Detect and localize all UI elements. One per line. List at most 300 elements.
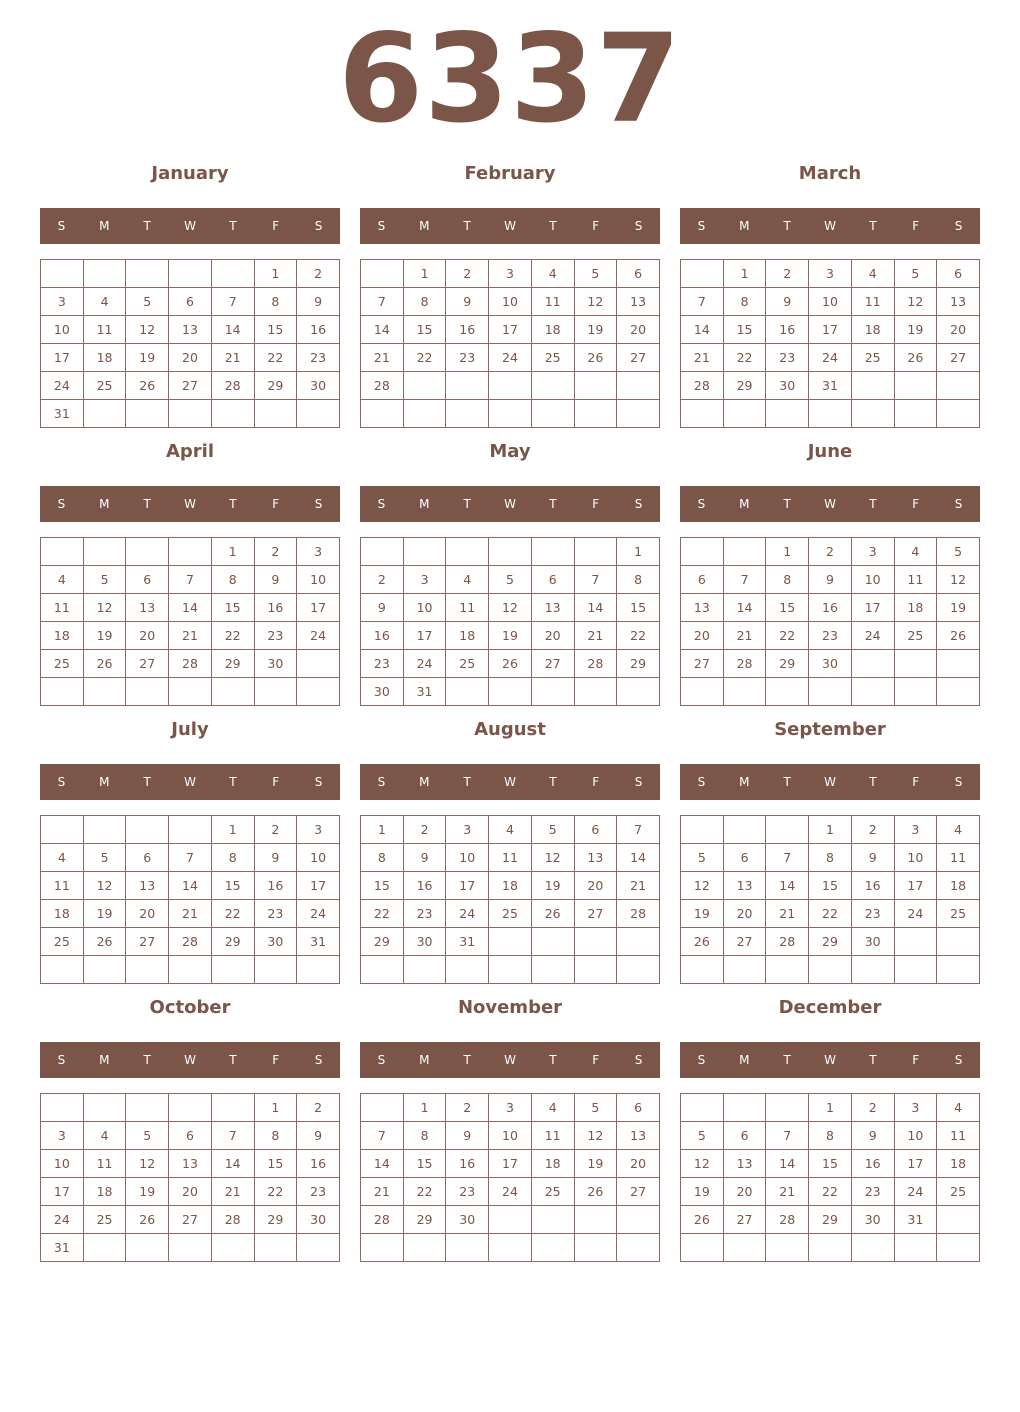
day-cell: 30 [403, 928, 446, 956]
day-cell: 6 [169, 288, 212, 316]
day-cell: 28 [723, 650, 766, 678]
day-cell: 7 [681, 288, 724, 316]
day-cell: 11 [531, 288, 574, 316]
empty-cell [937, 678, 980, 706]
weekday-label: T [143, 497, 151, 511]
day-cell: 24 [297, 900, 340, 928]
weekday-label: T [869, 497, 877, 511]
day-cell: 14 [617, 844, 660, 872]
day-cell: 20 [126, 622, 169, 650]
day-cell: 31 [41, 1234, 84, 1262]
day-cell: 4 [41, 566, 84, 594]
day-cell: 21 [723, 622, 766, 650]
empty-cell [937, 956, 980, 984]
day-cell: 14 [723, 594, 766, 622]
day-cell: 2 [766, 260, 809, 288]
day-cell: 21 [211, 1178, 254, 1206]
day-cell: 25 [83, 1206, 126, 1234]
day-cell: 10 [809, 288, 852, 316]
weekday-label: S [377, 1053, 386, 1067]
week-row [41, 1122, 340, 1150]
empty-cell [126, 538, 169, 566]
day-cell: 30 [851, 1206, 894, 1234]
day-cell: 3 [489, 260, 532, 288]
day-cell: 17 [41, 344, 84, 372]
day-cell: 9 [254, 566, 297, 594]
day-grid [360, 259, 660, 428]
day-cell: 19 [126, 344, 169, 372]
weekday-label: T [783, 497, 791, 511]
day-cell: 2 [361, 566, 404, 594]
empty-cell [361, 1094, 404, 1122]
empty-cell [723, 400, 766, 428]
empty-cell [809, 956, 852, 984]
day-cell: 8 [254, 1122, 297, 1150]
week-row [361, 650, 660, 678]
week-row [41, 566, 340, 594]
day-cell: 24 [403, 650, 446, 678]
day-cell: 11 [851, 288, 894, 316]
empty-cell [681, 956, 724, 984]
day-cell: 14 [169, 594, 212, 622]
week-row [41, 260, 340, 288]
day-cell: 21 [211, 344, 254, 372]
day-cell: 4 [83, 288, 126, 316]
weekday-label: S [57, 775, 66, 789]
empty-cell [723, 538, 766, 566]
weekday-label: S [954, 775, 963, 789]
day-cell: 20 [617, 1150, 660, 1178]
day-cell: 5 [894, 260, 937, 288]
day-cell: 29 [211, 928, 254, 956]
day-cell: 23 [403, 900, 446, 928]
empty-cell [211, 260, 254, 288]
day-grid [360, 537, 660, 706]
day-cell: 4 [446, 566, 489, 594]
day-cell: 8 [211, 844, 254, 872]
empty-cell [489, 956, 532, 984]
day-cell: 4 [531, 1094, 574, 1122]
weekday-label: S [57, 219, 66, 233]
day-cell: 26 [574, 344, 617, 372]
day-cell: 18 [489, 872, 532, 900]
empty-cell [809, 400, 852, 428]
weekday-header [680, 486, 980, 522]
empty-cell [126, 816, 169, 844]
empty-cell [489, 400, 532, 428]
day-cell: 15 [254, 316, 297, 344]
day-cell: 12 [574, 288, 617, 316]
day-cell: 5 [937, 538, 980, 566]
week-row [681, 566, 980, 594]
weekday-label: T [143, 219, 151, 233]
day-cell: 21 [617, 872, 660, 900]
day-cell: 2 [403, 816, 446, 844]
day-cell: 1 [211, 816, 254, 844]
empty-cell [297, 956, 340, 984]
day-cell: 9 [809, 566, 852, 594]
day-cell: 3 [41, 1122, 84, 1150]
weekday-label: W [184, 219, 196, 233]
week-row [41, 816, 340, 844]
week-row [41, 650, 340, 678]
day-cell: 6 [126, 566, 169, 594]
weekday-label: T [869, 775, 877, 789]
day-cell: 30 [297, 372, 340, 400]
day-cell: 9 [851, 1122, 894, 1150]
empty-cell [766, 1094, 809, 1122]
weekday-header [360, 1042, 660, 1078]
day-cell: 26 [83, 650, 126, 678]
weekday-label: S [377, 497, 386, 511]
empty-cell [211, 1234, 254, 1262]
day-cell: 26 [681, 928, 724, 956]
empty-cell [681, 538, 724, 566]
empty-cell [723, 1094, 766, 1122]
empty-cell [894, 928, 937, 956]
week-row [41, 372, 340, 400]
month-name: January [151, 163, 229, 184]
weekday-header [680, 1042, 980, 1078]
empty-cell [361, 260, 404, 288]
empty-cell [937, 928, 980, 956]
day-cell: 24 [809, 344, 852, 372]
day-cell: 29 [766, 650, 809, 678]
day-cell: 18 [937, 872, 980, 900]
day-cell: 19 [681, 1178, 724, 1206]
year-title: 6337 [338, 8, 682, 150]
empty-cell [574, 678, 617, 706]
month-name: December [778, 997, 882, 1018]
day-cell: 23 [297, 1178, 340, 1206]
day-cell: 13 [531, 594, 574, 622]
weekday-label: T [463, 219, 471, 233]
weekday-label: S [377, 775, 386, 789]
week-row [41, 622, 340, 650]
day-cell: 11 [531, 1122, 574, 1150]
week-row [361, 400, 660, 428]
week-row [681, 622, 980, 650]
day-cell: 25 [937, 900, 980, 928]
day-cell: 14 [211, 316, 254, 344]
weekday-label: M [99, 497, 110, 511]
day-cell: 7 [766, 1122, 809, 1150]
week-row [361, 622, 660, 650]
empty-cell [169, 538, 212, 566]
weekday-header [680, 764, 980, 800]
day-cell: 24 [894, 1178, 937, 1206]
day-cell: 12 [681, 1150, 724, 1178]
day-cell: 27 [723, 1206, 766, 1234]
day-cell: 14 [766, 872, 809, 900]
empty-cell [617, 928, 660, 956]
day-cell: 23 [254, 622, 297, 650]
day-cell: 8 [211, 566, 254, 594]
day-cell: 6 [169, 1122, 212, 1150]
day-cell: 13 [126, 594, 169, 622]
empty-cell [41, 678, 84, 706]
day-cell: 26 [894, 344, 937, 372]
empty-cell [894, 956, 937, 984]
empty-cell [617, 400, 660, 428]
weekday-header [680, 208, 980, 244]
day-cell: 21 [766, 1178, 809, 1206]
day-cell: 27 [617, 344, 660, 372]
empty-cell [489, 928, 532, 956]
day-grid [40, 259, 340, 428]
empty-cell [126, 956, 169, 984]
day-cell: 6 [723, 844, 766, 872]
weekday-label: W [504, 497, 516, 511]
week-row [361, 816, 660, 844]
day-cell: 26 [574, 1178, 617, 1206]
day-cell: 17 [894, 1150, 937, 1178]
day-cell: 8 [403, 288, 446, 316]
empty-cell [211, 678, 254, 706]
empty-cell [617, 678, 660, 706]
day-cell: 16 [361, 622, 404, 650]
day-cell: 29 [361, 928, 404, 956]
day-cell: 7 [169, 844, 212, 872]
day-cell: 23 [809, 622, 852, 650]
empty-cell [489, 372, 532, 400]
empty-cell [211, 1094, 254, 1122]
day-cell: 16 [297, 316, 340, 344]
day-cell: 10 [489, 288, 532, 316]
weekday-header [40, 486, 340, 522]
empty-cell [617, 956, 660, 984]
day-cell: 4 [937, 1094, 980, 1122]
week-row [361, 678, 660, 706]
day-cell: 17 [297, 872, 340, 900]
month-name: May [489, 441, 531, 462]
weekday-label: M [99, 775, 110, 789]
empty-cell [937, 650, 980, 678]
empty-cell [83, 1234, 126, 1262]
day-cell: 13 [723, 1150, 766, 1178]
week-row [41, 678, 340, 706]
weekday-label: M [419, 219, 430, 233]
empty-cell [211, 956, 254, 984]
day-cell: 1 [403, 260, 446, 288]
empty-cell [574, 400, 617, 428]
day-cell: 22 [617, 622, 660, 650]
day-cell: 9 [361, 594, 404, 622]
day-cell: 27 [169, 1206, 212, 1234]
day-cell: 6 [937, 260, 980, 288]
day-cell: 20 [723, 900, 766, 928]
day-cell: 9 [403, 844, 446, 872]
weekday-label: T [549, 775, 557, 789]
week-row [41, 872, 340, 900]
day-cell: 8 [403, 1122, 446, 1150]
day-cell: 27 [937, 344, 980, 372]
weekday-label: T [549, 1053, 557, 1067]
weekday-label: T [783, 775, 791, 789]
day-cell: 17 [446, 872, 489, 900]
day-cell: 4 [83, 1122, 126, 1150]
empty-cell [617, 372, 660, 400]
empty-cell [41, 1094, 84, 1122]
day-cell: 26 [489, 650, 532, 678]
day-cell: 24 [446, 900, 489, 928]
day-cell: 10 [297, 566, 340, 594]
weekday-label: S [57, 1053, 66, 1067]
weekday-label: M [99, 1053, 110, 1067]
day-cell: 13 [937, 288, 980, 316]
day-cell: 11 [83, 1150, 126, 1178]
weekday-label: F [272, 775, 280, 789]
empty-cell [531, 928, 574, 956]
day-cell: 2 [297, 260, 340, 288]
weekday-header [40, 1042, 340, 1078]
day-cell: 26 [126, 1206, 169, 1234]
empty-cell [617, 1206, 660, 1234]
day-cell: 12 [126, 1150, 169, 1178]
day-cell: 14 [211, 1150, 254, 1178]
day-cell: 28 [361, 1206, 404, 1234]
day-cell: 31 [403, 678, 446, 706]
week-row [361, 1178, 660, 1206]
empty-cell [169, 260, 212, 288]
day-cell: 29 [403, 1206, 446, 1234]
day-cell: 17 [894, 872, 937, 900]
day-grid [680, 815, 980, 984]
day-cell: 14 [766, 1150, 809, 1178]
day-cell: 1 [617, 538, 660, 566]
day-cell: 20 [574, 872, 617, 900]
day-cell: 2 [254, 538, 297, 566]
empty-cell [169, 678, 212, 706]
empty-cell [937, 1206, 980, 1234]
weekday-header [40, 208, 340, 244]
day-cell: 16 [851, 872, 894, 900]
empty-cell [851, 650, 894, 678]
empty-cell [574, 956, 617, 984]
weekday-label: F [912, 775, 920, 789]
empty-cell [766, 1234, 809, 1262]
day-cell: 8 [254, 288, 297, 316]
day-cell: 6 [617, 1094, 660, 1122]
week-row [41, 1178, 340, 1206]
weekday-label: W [824, 775, 836, 789]
weekday-label: T [229, 1053, 237, 1067]
week-row [41, 538, 340, 566]
day-cell: 23 [851, 900, 894, 928]
empty-cell [766, 678, 809, 706]
day-cell: 30 [851, 928, 894, 956]
day-cell: 5 [83, 844, 126, 872]
day-cell: 16 [766, 316, 809, 344]
day-cell: 20 [681, 622, 724, 650]
empty-cell [723, 678, 766, 706]
week-row [681, 1178, 980, 1206]
weekday-label: W [184, 1053, 196, 1067]
day-cell: 4 [851, 260, 894, 288]
day-cell: 31 [446, 928, 489, 956]
day-cell: 15 [211, 872, 254, 900]
empty-cell [361, 400, 404, 428]
day-cell: 6 [126, 844, 169, 872]
day-cell: 25 [41, 650, 84, 678]
empty-cell [766, 816, 809, 844]
empty-cell [446, 956, 489, 984]
day-cell: 24 [894, 900, 937, 928]
empty-cell [851, 372, 894, 400]
day-cell: 19 [574, 1150, 617, 1178]
empty-cell [531, 1206, 574, 1234]
day-cell: 7 [723, 566, 766, 594]
weekday-label: W [824, 497, 836, 511]
day-cell: 1 [403, 1094, 446, 1122]
empty-cell [83, 956, 126, 984]
empty-cell [83, 1094, 126, 1122]
day-cell: 27 [617, 1178, 660, 1206]
month-name: February [464, 163, 556, 184]
empty-cell [574, 928, 617, 956]
weekday-label: S [954, 497, 963, 511]
day-cell: 23 [851, 1178, 894, 1206]
day-cell: 3 [297, 538, 340, 566]
day-cell: 15 [254, 1150, 297, 1178]
empty-cell [41, 956, 84, 984]
month-name: March [798, 163, 862, 184]
day-cell: 15 [723, 316, 766, 344]
day-cell: 11 [489, 844, 532, 872]
week-row [41, 594, 340, 622]
day-cell: 21 [574, 622, 617, 650]
empty-cell [211, 400, 254, 428]
day-cell: 14 [361, 316, 404, 344]
day-cell: 3 [446, 816, 489, 844]
day-cell: 11 [894, 566, 937, 594]
day-cell: 18 [446, 622, 489, 650]
day-cell: 1 [361, 816, 404, 844]
weekday-label: M [419, 775, 430, 789]
day-cell: 21 [169, 622, 212, 650]
empty-cell [126, 1094, 169, 1122]
day-cell: 29 [723, 372, 766, 400]
week-row [41, 844, 340, 872]
month-name: June [807, 441, 853, 462]
empty-cell [446, 372, 489, 400]
day-cell: 3 [41, 288, 84, 316]
day-cell: 7 [766, 844, 809, 872]
empty-cell [894, 372, 937, 400]
day-cell: 30 [254, 928, 297, 956]
week-row [361, 900, 660, 928]
day-cell: 30 [297, 1206, 340, 1234]
weekday-label: S [314, 497, 323, 511]
weekday-label: T [463, 1053, 471, 1067]
empty-cell [361, 538, 404, 566]
weekday-label: F [272, 1053, 280, 1067]
day-cell: 14 [681, 316, 724, 344]
weekday-label: W [184, 775, 196, 789]
weekday-label: T [549, 219, 557, 233]
day-cell: 15 [211, 594, 254, 622]
day-cell: 31 [894, 1206, 937, 1234]
week-row [361, 260, 660, 288]
day-cell: 7 [211, 288, 254, 316]
day-cell: 5 [489, 566, 532, 594]
week-row [41, 1206, 340, 1234]
day-cell: 27 [126, 928, 169, 956]
day-cell: 28 [211, 372, 254, 400]
week-row [361, 538, 660, 566]
weekday-label: F [592, 1053, 600, 1067]
day-cell: 2 [297, 1094, 340, 1122]
